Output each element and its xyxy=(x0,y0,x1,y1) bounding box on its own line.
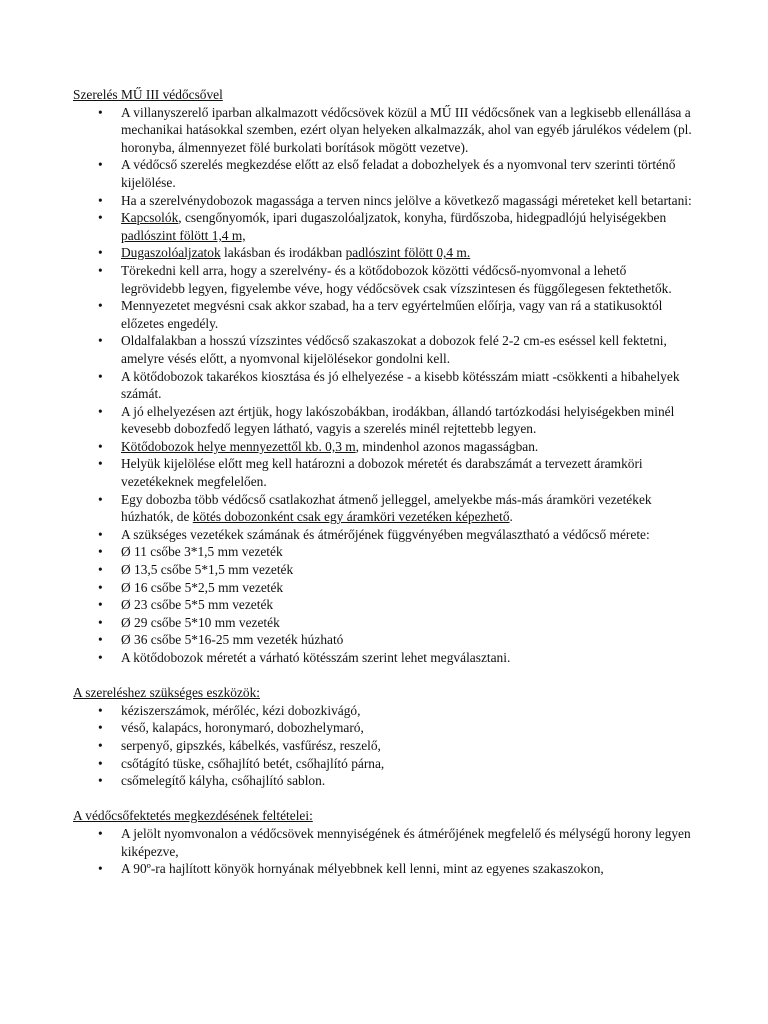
list-item xyxy=(73,297,693,332)
list-item xyxy=(73,192,693,210)
list-item xyxy=(73,649,693,667)
underlined-text: Dugaszolóaljzatok xyxy=(121,245,221,261)
list-item xyxy=(73,209,693,244)
underlined-text: Kapcsolók xyxy=(121,210,179,226)
list-item xyxy=(73,631,693,649)
list-item xyxy=(73,403,693,438)
text-segment: Oldalfalakban a hosszú vízszintes védőcső szakaszokat a dobozok felé 2-2 cm-es eséssel kell fektetni, amelyre vésés előtt, a nyomvonal kijelölésekor gondolni kell. xyxy=(121,333,667,366)
list-item xyxy=(73,772,693,790)
list-item xyxy=(73,438,693,456)
bullet-list xyxy=(73,825,693,878)
list-item xyxy=(73,755,693,773)
text-segment: csőtágító tüske, csőhajlító betét, csőhajlító párna, xyxy=(121,755,385,771)
list-item xyxy=(73,579,693,597)
underlined-text: padlószint fölött 0,4 m. xyxy=(345,245,471,261)
bullet-list xyxy=(73,104,693,667)
underlined-text: padlószint fölött 1,4 m, xyxy=(121,227,246,243)
list-item xyxy=(73,455,693,490)
list-item xyxy=(73,561,693,579)
text-segment: A jó elhelyezésen azt értjük, hogy lakószobákban, irodákban, állandó tartózkodási helyiségekben minél kevesebb dobozfedő legyen látható, vagyis a szerelés minél rejtettebb legyen. xyxy=(121,403,675,437)
list-item xyxy=(73,825,693,860)
text-segment: A kötődobozok méretét a várható kötésszám szerint lehet megválasztani. xyxy=(121,650,511,665)
list-item xyxy=(73,244,693,262)
text-segment: Ø 23 csőbe 5*5 mm vezeték xyxy=(121,597,274,613)
text-segment: Ha a szerelvénydobozok magassága a terven nincs jelölve a következő magassági méreteket kell betartani: xyxy=(121,192,692,208)
text-segment: véső, kalapács, horonymaró, dobozhelymaró, xyxy=(121,720,364,736)
text-segment: Egy dobozba több védőcső csatlakozhat átmenő jelleggel, amelyekbe más-más áramköri vezetékek húzhatók, de xyxy=(121,491,652,525)
text-segment: A védőcső szerelés megkezdése előtt az első feladat a dobozhelyek és a nyomvonal terv szerinti történő kijelölése. xyxy=(121,157,676,190)
underlined-text: Kötődobozok helye mennyezettől kb. 0,3 m xyxy=(121,438,356,454)
text-segment: Helyük kijelölése előtt meg kell határozni a dobozok méretét és darabszámát a tervezett áramköri vezetékeknek megfelelően. xyxy=(121,456,643,490)
text-segment: A 90º-ra hajlított könyök hornyának mélyebbnek kell lenni, mint az egyenes szakaszokon, xyxy=(121,861,604,877)
text-segment: Ø 29 csőbe 5*10 mm vezeték xyxy=(121,614,280,630)
section-heading-text: A szereléshez szükséges eszközök: xyxy=(73,685,261,701)
section-heading xyxy=(73,86,693,104)
list-item xyxy=(73,543,693,561)
list-item xyxy=(73,368,693,403)
text-segment: Ø 13,5 csőbe 5*1,5 mm vezeték xyxy=(121,562,294,578)
text-segment: A szükséges vezetékek számának és átmérőjének függvényében megválasztható a védőcső mérete: xyxy=(121,526,650,542)
list-item xyxy=(73,104,693,157)
section-heading-text: Szerelés MŰ III védőcsővel xyxy=(73,87,223,102)
list-item xyxy=(73,491,693,526)
section-heading-text: A védőcsőfektetés megkezdésének feltételei: xyxy=(73,808,313,824)
text-segment: csőmelegítő kályha, csőhajlító sablon. xyxy=(121,773,326,789)
list-item xyxy=(73,614,693,632)
text-segment: Ø 11 csőbe 3*1,5 mm vezeték xyxy=(121,544,283,560)
list-item xyxy=(73,702,693,720)
text-segment: kéziszerszámok, mérőléc, kézi dobozkivágó, xyxy=(121,702,361,718)
text-segment: serpenyő, gipszkés, kábelkés, vasfűrész, reszelő, xyxy=(121,737,381,753)
text-segment: A kötődobozok takarékos kiosztása és jó elhelyezése - a kisebb kötésszám miatt -csökkenti a hibahelyek számát. xyxy=(121,368,680,402)
list-item xyxy=(73,262,693,297)
list-item xyxy=(73,719,693,737)
text-segment: A villanyszerelő iparban alkalmazott védőcsövek közül a MŰ III védőcsőnek van a legkisebb ellenállása a mechanikai hatásokkal szemben, ezért olyan helyeken alkalmazzák, ahol van egyéb járulékos védelem (pl. horonyba, álmennyezet fölé burkolati borítások mögött vezetve). xyxy=(121,104,692,155)
list-item xyxy=(73,737,693,755)
text-segment: . xyxy=(509,509,513,525)
list-item xyxy=(73,596,693,614)
list-item xyxy=(73,860,693,878)
document-content xyxy=(73,86,693,878)
list-item xyxy=(73,526,693,544)
bullet-list xyxy=(73,702,693,790)
text-segment: Törekedni kell arra, hogy a szerelvény- és a kötődobozok közötti védőcső-nyomvonal a lehető legrövidebb legyen, figyelembe véve, hogy védőcsövek csak vízszintesen és függőlegesen fektethetők. xyxy=(121,262,672,296)
underlined-text: kötés dobozonként csak egy áramköri vezetéken képezhető xyxy=(192,509,510,525)
text-segment: lakásban és irodákban xyxy=(220,245,346,261)
list-item xyxy=(73,332,693,367)
section-heading xyxy=(73,684,693,702)
section-spacer xyxy=(73,667,693,685)
list-item xyxy=(73,156,693,191)
text-segment: , csengőnyomók, ipari dugaszolóaljzatok, konyha, fürdőszoba, hidegpadlójú helyiségekben xyxy=(178,210,667,226)
text-segment: Mennyezetet megvésni csak akkor szabad, ha a terv egyértelműen előírja, vagy van rá a statikusoktól előzetes engedély. xyxy=(121,298,663,331)
text-segment: Ø 36 csőbe 5*16-25 mm vezeték húzható xyxy=(121,632,344,648)
text-segment: , mindenhol azonos magasságban. xyxy=(355,438,539,454)
text-segment: A jelölt nyomvonalon a védőcsövek mennyiségének és átmérőjének megfelelő és mélységű horony legyen kiképezve, xyxy=(121,825,691,859)
text-segment: Ø 16 csőbe 5*2,5 mm vezeték xyxy=(121,579,284,595)
section-heading xyxy=(73,807,693,825)
section-spacer xyxy=(73,790,693,808)
